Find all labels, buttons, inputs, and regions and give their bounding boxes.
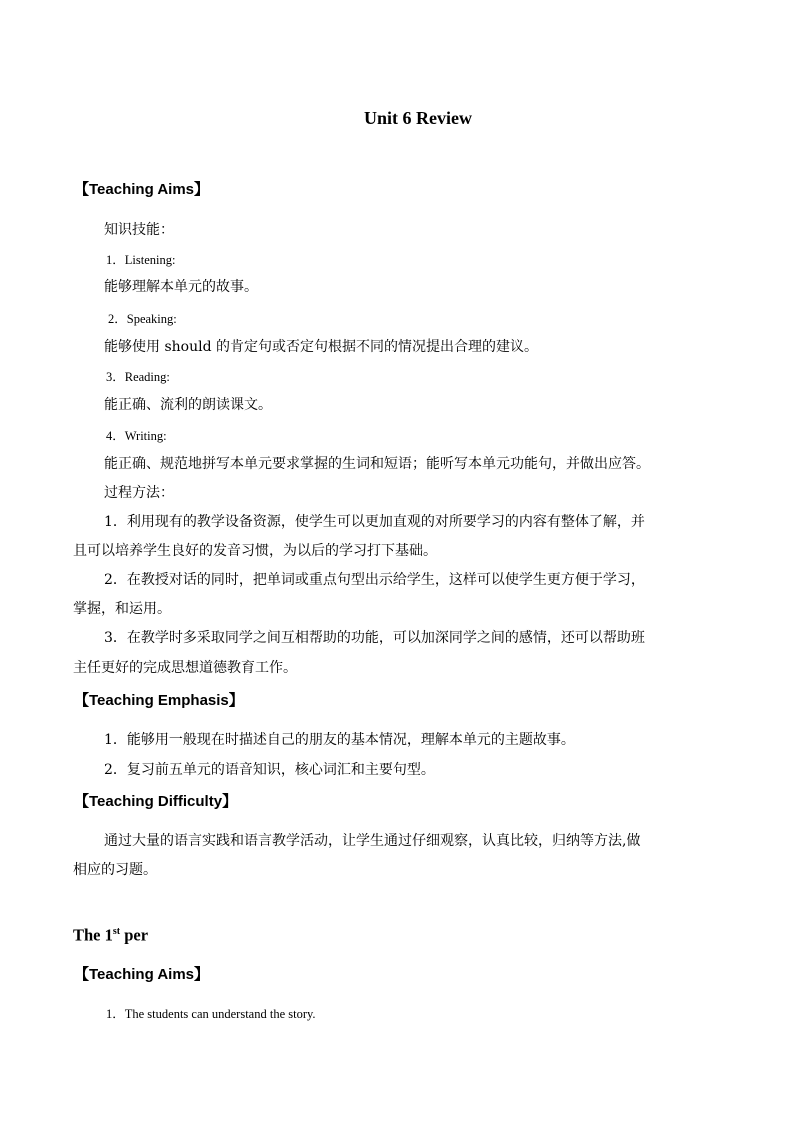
period-title-suffix: per xyxy=(120,925,149,945)
process-item-1-line-2: 且可以培养学生良好的发音习惯，为以后的学习打下基础。 xyxy=(73,543,437,559)
difficulty-line-1: 通过大量的语言实践和语言教学活动，让学生通过仔细观察，认真比较，归纳等方法,做 xyxy=(104,833,641,849)
skill-speaking-desc: 能够使用 should 的肯定句或否定句根据不同的情况提出合理的建议。 xyxy=(104,339,538,355)
skill-writing-desc: 能正确、规范地拼写本单元要求掌握的生词和短语；能听写本单元功能句，并做出应答。 xyxy=(104,456,650,472)
teaching-emphasis-heading: 【Teaching Emphasis】 xyxy=(74,692,244,709)
process-item-2-line-2: 掌握，和运用。 xyxy=(73,601,171,617)
process-label: 过程方法： xyxy=(104,485,174,501)
teaching-difficulty-heading: 【Teaching Difficulty】 xyxy=(74,793,238,810)
process-item-3-line-1: 3．在教学时多采取同学之间互相帮助的功能，可以加深同学之间的感情，还可以帮助班 xyxy=(104,630,645,646)
period-title-main: The 1 xyxy=(73,925,113,945)
aim-item-1: 1．The students can understand the story. xyxy=(106,1007,316,1021)
emphasis-item-2: 2．复习前五单元的语音知识，核心词汇和主要句型。 xyxy=(104,762,435,778)
difficulty-line-2: 相应的习题。 xyxy=(73,862,157,878)
teaching-aims-heading: 【Teaching Aims】 xyxy=(74,181,210,198)
process-item-3-line-2: 主任更好的完成思想道德教育工作。 xyxy=(73,660,297,676)
knowledge-label: 知识技能： xyxy=(104,222,174,238)
document-title: Unit 6 Review xyxy=(364,108,472,128)
skill-reading-desc: 能正确、流利的朗读课文。 xyxy=(104,397,272,413)
emphasis-item-1: 1．能够用一般现在时描述自己的朋友的基本情况，理解本单元的主题故事。 xyxy=(104,732,575,748)
period-title xyxy=(73,921,148,947)
skill-listening: 1．Listening: xyxy=(106,253,176,267)
skill-reading: 3．Reading: xyxy=(106,370,170,384)
process-item-1-line-1: 1．利用现有的教学设备资源，使学生可以更加直观的对所要学习的内容有整体了解，并 xyxy=(104,514,645,530)
skill-listening-desc: 能够理解本单元的故事。 xyxy=(104,279,258,295)
skill-speaking: 2．Speaking: xyxy=(108,312,177,326)
teaching-aims-heading-2: 【Teaching Aims】 xyxy=(74,966,210,983)
period-title-superscript: st xyxy=(112,926,121,937)
skill-writing: 4．Writing: xyxy=(106,429,167,443)
process-item-2-line-1: 2．在教授对话的同时，把单词或重点句型出示给学生，这样可以使学生更方便于学习， xyxy=(104,572,645,588)
